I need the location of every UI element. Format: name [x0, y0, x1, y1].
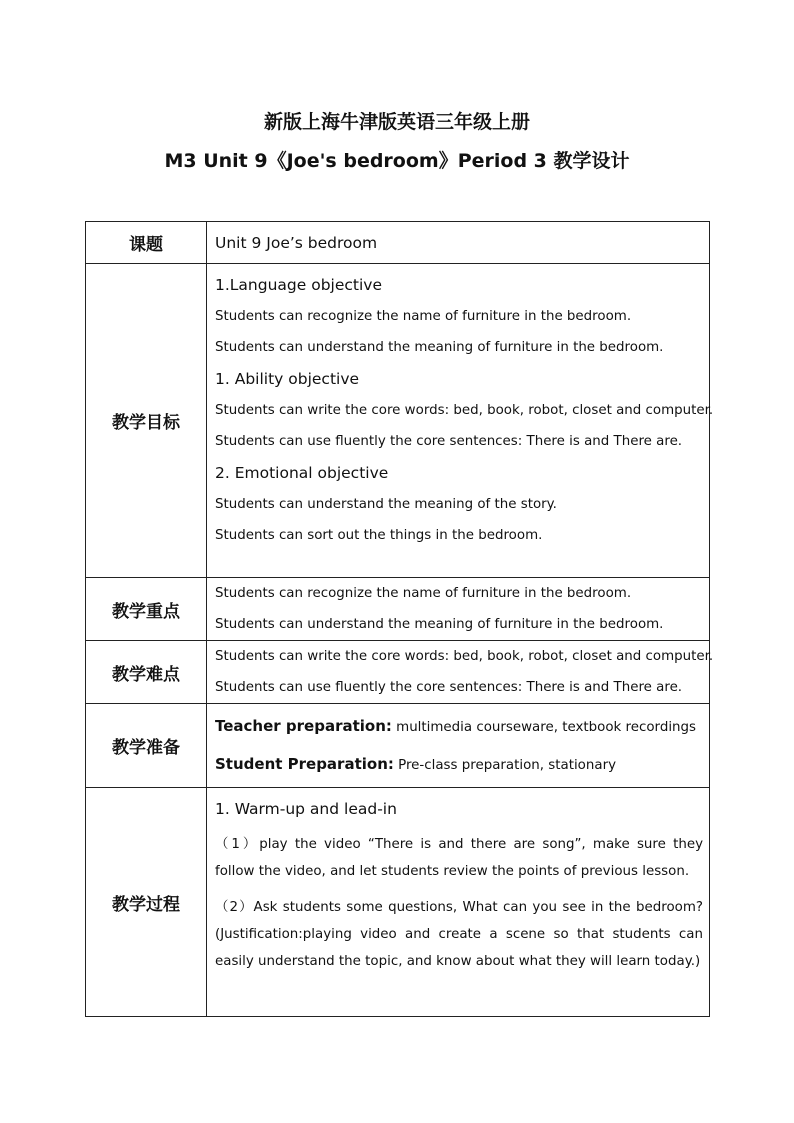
- process-step: （2）Ask students some questions, What can you see in the bedroom? (Justification:playing video and create a scene so that students can easily understand the topic, and know about what they will learn today.): [215, 900, 703, 969]
- objective-heading-language: 1.Language objective: [215, 276, 382, 294]
- objective-line: Students can sort out the things in the bedroom.: [215, 528, 543, 543]
- student-preparation: [215, 746, 703, 784]
- key-point-line: Students can recognize the name of furniture in the bedroom.: [215, 586, 632, 601]
- teacher-preparation: [215, 708, 703, 746]
- row-objectives: [86, 264, 710, 578]
- document-subtitle: M3 Unit 9《Joe's bedroom》Period 3 教学设计: [164, 150, 630, 172]
- label-preparation: 教学准备: [86, 704, 207, 788]
- objective-heading-ability: 1. Ability objective: [215, 370, 360, 388]
- process-heading: 1. Warm-up and lead-in: [215, 800, 397, 818]
- label-process: 教学过程: [86, 788, 207, 1017]
- student-preparation-value: Pre-class preparation, stationary: [393, 757, 616, 773]
- topic-value: Unit 9 Joe’s bedroom: [215, 233, 378, 252]
- teacher-preparation-value: multimedia courseware, textbook recordings: [391, 719, 696, 735]
- label-topic: 课题: [86, 222, 207, 264]
- row-difficulties: [86, 641, 710, 704]
- row-key-points: [86, 578, 710, 641]
- objective-heading-emotional: 2. Emotional objective: [215, 464, 389, 482]
- document-title: 新版上海牛津版英语三年级上册: [263, 111, 530, 133]
- row-preparation: [86, 704, 710, 788]
- teacher-preparation-label: Teacher preparation:: [215, 716, 392, 735]
- objective-line: Students can understand the meaning of the story.: [215, 497, 557, 512]
- row-process: [86, 788, 710, 1017]
- objective-line: Students can use fluently the core sentences: There is and There are.: [215, 434, 683, 449]
- difficulty-line: Students can write the core words: bed, book, robot, closet and computer.: [215, 649, 714, 664]
- row-topic: [86, 222, 710, 264]
- objective-line: Students can understand the meaning of furniture in the bedroom.: [215, 340, 664, 355]
- difficulty-line: Students can use fluently the core sentences: There is and There are.: [215, 680, 683, 695]
- label-key-points: 教学重点: [86, 578, 207, 641]
- objective-line: Students can recognize the name of furniture in the bedroom.: [215, 309, 632, 324]
- key-point-line: Students can understand the meaning of furniture in the bedroom.: [215, 617, 664, 632]
- objective-line: Students can write the core words: bed, book, robot, closet and computer.: [215, 403, 714, 418]
- lesson-plan-table: [85, 221, 714, 1017]
- label-difficulties: 教学难点: [86, 641, 207, 704]
- process-step: （1）play the video “There is and there are song”, make sure they follow the video, and let students review the points of previous lesson.: [215, 837, 703, 879]
- label-objectives: 教学目标: [86, 264, 207, 578]
- student-preparation-label: Student Preparation:: [215, 754, 394, 773]
